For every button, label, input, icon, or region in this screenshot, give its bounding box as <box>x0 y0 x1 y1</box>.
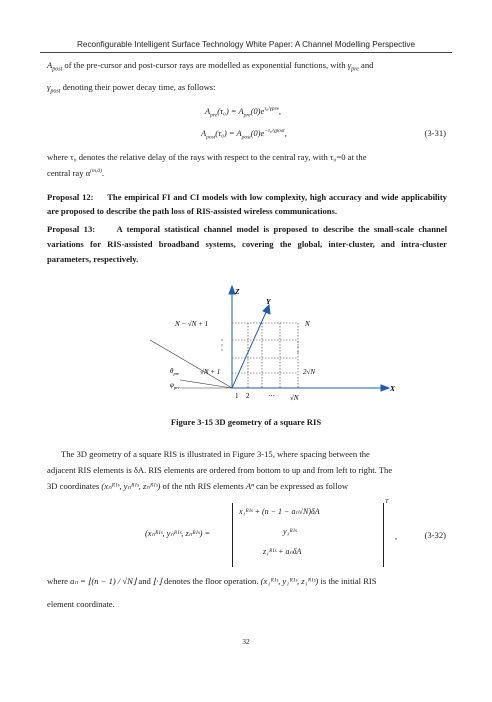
theta-sub: pre <box>173 371 180 376</box>
eq-post-lhs-sub: post <box>206 134 216 141</box>
paragraph-1-line-2 <box>47 80 447 99</box>
equation-number-3-31: (3-31) <box>424 128 446 138</box>
para3-coords: (xₙᴿᴵˢ, yₙᴿᴵˢ, zₙᴿᴵˢ) <box>101 481 161 491</box>
proposal-12 <box>47 190 447 218</box>
para3-text-b: of the nth RIS elements <box>162 481 244 491</box>
phi-symbol: φ <box>170 381 174 389</box>
eq-post-tail: (0)e <box>250 128 265 138</box>
para4-and: and <box>138 576 151 586</box>
symbol-a-sub: post <box>52 66 63 73</box>
alpha-sup: (m,0) <box>90 168 102 174</box>
eq-pre-lhs: A <box>205 106 211 116</box>
paragraph-2-line-1: where τ₀ denotes the relative delay of the rays with respect to the central ray, with τ₀=0 at the <box>47 152 367 162</box>
page-number: 32 <box>242 637 250 646</box>
incident-rays <box>150 340 232 388</box>
label-top-left: N − √N + 1 <box>175 320 209 328</box>
label-mid-left: √N + 1 <box>200 368 221 376</box>
paragraph-1-text-1: of the pre-cursor and post-cursor rays are modelled as exponential functions, with <box>64 60 346 70</box>
eq332-matrix <box>232 503 384 567</box>
label-bottom-end: √N <box>290 394 299 402</box>
proposal-13-text: A temporal statistical channel model is proposed to describe the small-scale channel variations for RIS-assisted broadband systems, covering the global, inter-cluster, and intra-cluster parameters, respectively. <box>47 224 447 264</box>
paragraph-4-line-2: element coordinate. <box>47 599 115 609</box>
equation-pre: $A_{pre}(\tau_0) = A_{pre}(0)e^{\tau_0/\gamma pre}$, <box>205 106 281 119</box>
label-top-right: N <box>305 320 310 328</box>
eq332-row-1: x₁ᴿᴵˢ + (n − 1 − aₙ√N)δA <box>239 507 320 516</box>
eq-pre-rhs: (τ₀) = A <box>217 106 244 116</box>
figure-caption: Figure 3-15 3D geometry of a square RIS <box>170 417 322 427</box>
paragraph-3-line-3 <box>47 479 447 493</box>
para3-an: Aⁿ <box>245 481 254 491</box>
paragraph-1-line-1 <box>47 58 447 77</box>
eq-post-rhs: (τ₀) = A <box>215 128 242 138</box>
para4-an: aₙ = ⌊(n − 1) / √N⌋ <box>70 576 137 586</box>
figure-ris-geometry <box>140 280 400 410</box>
paragraph-3-line-1: The 3D geometry of a square RIS is illustrated in Figure 3-15, where spacing between the <box>61 449 370 459</box>
proposal-12-text: The empirical FI and CI models with low complexity, high accuracy and wide applicability are proposed to describe the path loss of RIS-assisted wireless communications. <box>47 192 447 216</box>
equation-number-3-32: (3-32) <box>424 530 446 540</box>
axis-z-label: Z <box>235 287 240 296</box>
para4-text-c: is the initial RIS <box>320 576 377 586</box>
para4-text-b: denotes the floor operation. <box>163 576 259 586</box>
proposal-13 <box>47 222 447 267</box>
eq332-comma: , <box>395 532 398 541</box>
proposal-12-label: Proposal 12: <box>47 192 94 202</box>
eq-pre-rhs-sub: pre <box>243 112 251 119</box>
label-bottom-dots: ··· <box>268 392 275 400</box>
eq-pre-tail: (0)e <box>250 106 265 116</box>
proposal-13-label: Proposal 13: <box>47 224 96 234</box>
label-mid-right: 2√N <box>303 368 316 376</box>
equation-post: $A_{post}(\tau_0) = A_{post}(0)e^{-\tau_0/\gamma post}$, <box>201 128 287 141</box>
gamma-pre-sub: pre <box>351 66 359 73</box>
running-header: Reconfigurable Intelligent Surface Technology White Paper: A Channel Modelling Perspective <box>76 40 415 49</box>
phi-sub: pre <box>173 385 180 390</box>
eq-post-exp: −τ₀/γpost <box>264 128 285 134</box>
eq332-lhs: (xₙᴿᴵˢ, yₙᴿᴵˢ, zₙᴿᴵˢ) = <box>145 529 211 538</box>
paragraph-1-text-2: denoting their power decay time, as follows: <box>62 82 216 92</box>
paragraph-1-and: and <box>361 60 374 70</box>
phi-label <box>170 381 180 390</box>
eq332-transpose: T <box>385 499 389 505</box>
para3-text-c: can be expressed as follow <box>255 481 349 491</box>
header-rule <box>40 52 452 53</box>
eq-post-lhs: A <box>201 128 207 138</box>
axis-x-label: X <box>390 384 396 393</box>
gamma-pre: γ <box>347 60 352 70</box>
eq-pre-exp: τ₀/γpre <box>264 106 279 112</box>
paragraph-4-line-1 <box>47 574 457 588</box>
axis-y-label: Y <box>266 297 271 306</box>
vertical-dots <box>221 339 298 352</box>
label-bottom-1: 1 <box>235 392 239 400</box>
para4-floor: ⌊·⌋ <box>152 576 162 586</box>
gamma-post: γ <box>47 82 51 92</box>
paragraph-3-line-2: adjacent RIS elements is δA. RIS elements are ordered from bottom to up and from left to right. The <box>47 465 393 475</box>
theta-symbol: θ <box>170 367 174 375</box>
paragraph-2-line-2: central ray $\alpha^{(m,0)}$. <box>47 167 105 178</box>
eq332-row-3: z₁ᴿᴵˢ + aₙδA <box>263 547 302 556</box>
para4-coords: (x₁ᴿᴵˢ, y₁ᴿᴵˢ, z₁ᴿᴵˢ) <box>260 576 319 586</box>
gamma-post-sub: post <box>50 88 61 95</box>
symbol-a: A <box>47 60 53 70</box>
theta-label <box>170 367 179 376</box>
ris-grid <box>232 323 298 388</box>
eq-post-rhs-sub: post <box>241 134 251 141</box>
para4-where: where <box>47 576 68 586</box>
eq332-row-2: y₁ᴿᴵˢ <box>283 527 297 536</box>
eq-pre-lhs-sub: pre <box>210 112 218 119</box>
label-bottom-2: 2 <box>246 392 250 400</box>
paragraph-2-text-2: central ray α <box>47 167 91 178</box>
para3-text-a: 3D coordinates <box>47 481 100 491</box>
